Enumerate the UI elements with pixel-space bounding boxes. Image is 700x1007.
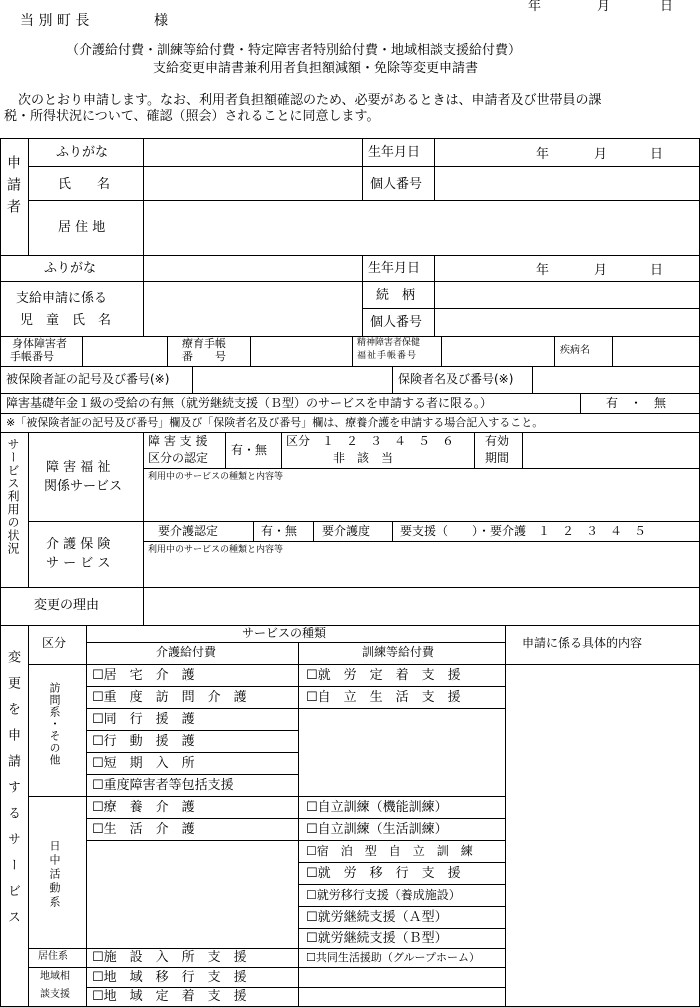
- applicant-address-label: 居 住 地: [58, 220, 106, 235]
- service-checkbox-item[interactable]: [92, 669, 195, 682]
- validity-label-line2: 期間: [485, 451, 510, 465]
- child-birthdate-label: 生年月日: [368, 261, 421, 276]
- applicant-birth-month: 月: [594, 147, 608, 162]
- group-residential-label: 居住系: [38, 951, 68, 962]
- service-checkbox-item[interactable]: [92, 757, 195, 770]
- intro-line2: 税・所得状況について、確認（照会）されることに同意します。: [4, 109, 380, 124]
- service-item-label: 就労継続支援（Ｂ型）: [317, 931, 448, 946]
- service-status-section-label: サービス利用の状況: [6, 438, 20, 555]
- checkbox-icon[interactable]: ☐: [306, 866, 318, 881]
- service-item-label: 就 労 定 着 支 援: [317, 668, 461, 683]
- care-current-services-field[interactable]: [144, 556, 699, 587]
- service-checkbox-item[interactable]: [306, 669, 461, 682]
- care-current-services-label: 利用中のサービスの種類と内容等: [148, 545, 284, 555]
- service-item-label: 同 行 援 護: [103, 712, 195, 727]
- child-name-label-line2: 児 童 氏 名: [20, 313, 112, 328]
- insurer-name-label: 保険者名及び番号(※): [398, 372, 514, 386]
- physical-notebook-label-line2: 手帳番号: [10, 350, 54, 363]
- applicant-furigana-field[interactable]: [144, 139, 362, 166]
- service-item-label: 自立訓練（機能訓練）: [317, 800, 448, 815]
- care-certification-yes-no[interactable]: 有・無: [261, 524, 298, 538]
- service-checkbox-item[interactable]: [306, 952, 480, 963]
- applicant-furigana-label: ふりがな: [56, 145, 109, 160]
- checkbox-icon[interactable]: ☐: [92, 970, 104, 985]
- category-header: 区分: [42, 636, 67, 650]
- insured-number-label: 被保険者証の記号及び番号(※): [6, 372, 170, 386]
- service-checkbox-item[interactable]: [306, 845, 473, 857]
- validity-label-line1: 有効: [485, 434, 510, 448]
- service-item-label: 地 域 移 行 支 援: [103, 970, 247, 985]
- service-checkbox-item[interactable]: [306, 691, 461, 704]
- care-certification-label: 要介護認定: [158, 524, 219, 538]
- change-reason-field[interactable]: [144, 588, 699, 625]
- addressee: 当 別 町 長: [20, 13, 90, 29]
- service-item-label: 生 活 介 護: [103, 822, 195, 837]
- child-name-label-line1: 支給申請に係る: [16, 291, 108, 306]
- details-field[interactable]: [506, 665, 699, 1006]
- checkbox-icon[interactable]: ☐: [92, 756, 104, 771]
- child-birth-month: 月: [594, 263, 608, 278]
- service-item-label: 宿 泊 型 自 立 訓 練: [316, 844, 473, 858]
- child-personal-number-label: 個人番号: [370, 315, 423, 330]
- form-title-line1: （介護給付費・訓練等給付費・特定障害者特別給付費・地域相談支援給付費）: [66, 43, 522, 58]
- service-item-label: 自 立 生 活 支 援: [317, 690, 461, 705]
- group-community-label-line2: 談支援: [40, 989, 70, 1000]
- support-category-values[interactable]: 区分 １ ２ ３ ４ ５ ６: [286, 434, 455, 448]
- service-checkbox-item[interactable]: [306, 823, 448, 836]
- welfare-current-services-field[interactable]: [144, 484, 699, 521]
- child-furigana-label: ふりがな: [44, 261, 97, 276]
- applicant-birth-year: 年: [536, 147, 550, 162]
- child-name-field[interactable]: [144, 282, 362, 336]
- care-level-values[interactable]: 要支援（ ）・要介護 １ ２ ３ ４ ５: [400, 524, 647, 538]
- service-types-header: サービスの種類: [242, 626, 327, 640]
- checkbox-icon[interactable]: ☐: [92, 950, 104, 965]
- child-relationship-label: 続 柄: [376, 288, 416, 303]
- group-day-activity-label: 日中活動系: [48, 840, 61, 910]
- mental-notebook-label-line1: 精神障害者保健: [357, 338, 421, 348]
- service-checkbox-item[interactable]: [92, 691, 247, 704]
- checkbox-icon[interactable]: ☐: [92, 734, 104, 749]
- service-checkbox-item[interactable]: [306, 867, 461, 880]
- service-checkbox-item[interactable]: [306, 911, 448, 924]
- checkbox-icon[interactable]: ☐: [92, 690, 104, 705]
- training-benefits-header: 訓練等給付費: [362, 645, 435, 659]
- service-checkbox-item[interactable]: [92, 713, 195, 726]
- date-year-label: 年: [528, 0, 542, 14]
- applicant-section-label: 申請者: [5, 155, 21, 221]
- service-checkbox-item[interactable]: [92, 990, 247, 1003]
- service-item-label: 行 動 援 護: [103, 734, 195, 749]
- service-item-label: 居 宅 介 護: [103, 668, 195, 683]
- checkbox-icon[interactable]: ☐: [306, 910, 318, 925]
- checkbox-icon[interactable]: ☐: [306, 888, 317, 902]
- service-item-label: 療 養 介 護: [103, 800, 195, 815]
- mental-notebook-label-line2: 福祉手帳番号: [357, 351, 418, 361]
- checkbox-icon[interactable]: ☐: [306, 844, 317, 858]
- applicant-address-field[interactable]: [144, 201, 699, 255]
- form-title-line2: 支給変更申請書兼利用者負担額減額・免除等変更申請書: [153, 61, 479, 76]
- service-checkbox-item[interactable]: [92, 735, 195, 748]
- applicant-personal-number-field[interactable]: [435, 167, 699, 200]
- applicant-birth-day: 日: [650, 147, 664, 162]
- pension-answer[interactable]: 有 ・ 無: [606, 396, 667, 410]
- support-category-not-applicable[interactable]: 非 該 当: [333, 451, 394, 465]
- welfare-services-label-line2: 関係サービス: [44, 479, 123, 494]
- care-level-label: 要介護度: [322, 524, 371, 538]
- service-item-label: 就 労 移 行 支 援: [317, 866, 461, 881]
- service-checkbox-item[interactable]: [306, 889, 461, 901]
- care-insurance-label-line2: サ ー ビ ス: [46, 556, 111, 571]
- service-item-label: 就労移行支援（養成施設）: [316, 888, 461, 902]
- checkbox-icon[interactable]: ☐: [306, 690, 318, 705]
- support-category-label-line2: 区分の認定: [148, 451, 209, 465]
- service-item-label: 自立訓練（生活訓練）: [317, 822, 448, 837]
- pension-question: 障害基礎年金１級の受給の有無（就労継続支援（Ｂ型）のサービスを申請する者に限る。）: [6, 396, 493, 410]
- child-birth-day: 日: [650, 263, 664, 278]
- service-checkbox-item[interactable]: [306, 932, 448, 945]
- applicant-birthdate-label: 生年月日: [368, 145, 421, 160]
- service-checkbox-item[interactable]: [92, 801, 195, 814]
- service-checkbox-item[interactable]: [306, 801, 448, 814]
- support-category-yes-no[interactable]: 有・無: [231, 443, 268, 457]
- checkbox-icon[interactable]: ☐: [92, 712, 104, 727]
- service-checkbox-item[interactable]: [92, 823, 195, 836]
- welfare-services-label-line1: 障 害 福 祉: [46, 460, 111, 475]
- service-item-label: 重度障害者等包括支援: [103, 778, 234, 793]
- support-category-label-line1: 障 害 支 援: [148, 434, 208, 448]
- applicant-personal-number-label: 個人番号: [370, 177, 423, 192]
- ryoiku-notebook-label-line2: 番 号: [182, 350, 226, 363]
- checkbox-icon[interactable]: ☐: [306, 822, 318, 837]
- service-item-label: 重 度 訪 問 介 護: [103, 690, 247, 705]
- service-item-label: 共同生活援助（グループホーム）: [315, 951, 480, 964]
- service-item-label: 施 設 入 所 支 援: [103, 950, 247, 965]
- service-item-label: 就労継続支援（Ａ型）: [317, 910, 448, 925]
- service-checkbox-item[interactable]: [92, 779, 234, 792]
- checkbox-icon[interactable]: ☐: [92, 822, 104, 837]
- checkbox-icon[interactable]: ☐: [306, 800, 318, 815]
- date-month-label: 月: [597, 0, 611, 14]
- applicant-name-field[interactable]: [144, 167, 362, 200]
- checkbox-icon[interactable]: ☐: [92, 989, 104, 1004]
- child-birth-year: 年: [536, 263, 550, 278]
- addressee-honorific: 様: [154, 13, 168, 29]
- details-header: 申請に係る具体的内容: [522, 636, 643, 650]
- group-community-label-line1: 地域相: [40, 971, 70, 982]
- welfare-current-services-label: 利用中のサービスの種類と内容等: [148, 472, 284, 482]
- service-item-label: 地 域 定 着 支 援: [103, 989, 247, 1004]
- insurance-note: ※「被保険者証の記号及び番号」欄及び「保険者名及び番号」欄は、療養介護を申請する場合記入すること。: [6, 416, 544, 429]
- checkbox-icon[interactable]: ☐: [306, 951, 316, 964]
- checkbox-icon[interactable]: ☐: [306, 668, 318, 683]
- services-section-label: 変更を申請するサービス: [5, 650, 20, 936]
- checkbox-icon[interactable]: ☐: [92, 668, 104, 683]
- applicant-name-label: 氏 名: [58, 177, 111, 192]
- service-checkbox-item[interactable]: [92, 971, 247, 984]
- date-day-label: 日: [660, 0, 674, 14]
- child-furigana-field[interactable]: [144, 256, 362, 281]
- physical-notebook-label-line1: 身体障害者: [12, 337, 67, 350]
- service-checkbox-item[interactable]: [92, 951, 247, 964]
- intro-line1: 次のとおり申請します。なお、利用者負担額確認のため、必要があるときは、申請者及び世帯員の課: [18, 93, 602, 108]
- disease-label: 疾病名: [560, 345, 590, 356]
- service-item-label: 短 期 入 所: [103, 756, 195, 771]
- care-insurance-label-line1: 介 護 保 険: [46, 537, 111, 552]
- ryoiku-notebook-label-line1: 療育手帳: [182, 337, 226, 350]
- checkbox-icon[interactable]: ☐: [92, 778, 104, 793]
- checkbox-icon[interactable]: ☐: [306, 931, 318, 946]
- group-visit-label: 訪問系・その他: [48, 682, 61, 766]
- checkbox-icon[interactable]: ☐: [92, 800, 104, 815]
- care-benefits-header: 介護給付費: [156, 645, 217, 659]
- change-reason-label: 変更の理由: [34, 598, 100, 613]
